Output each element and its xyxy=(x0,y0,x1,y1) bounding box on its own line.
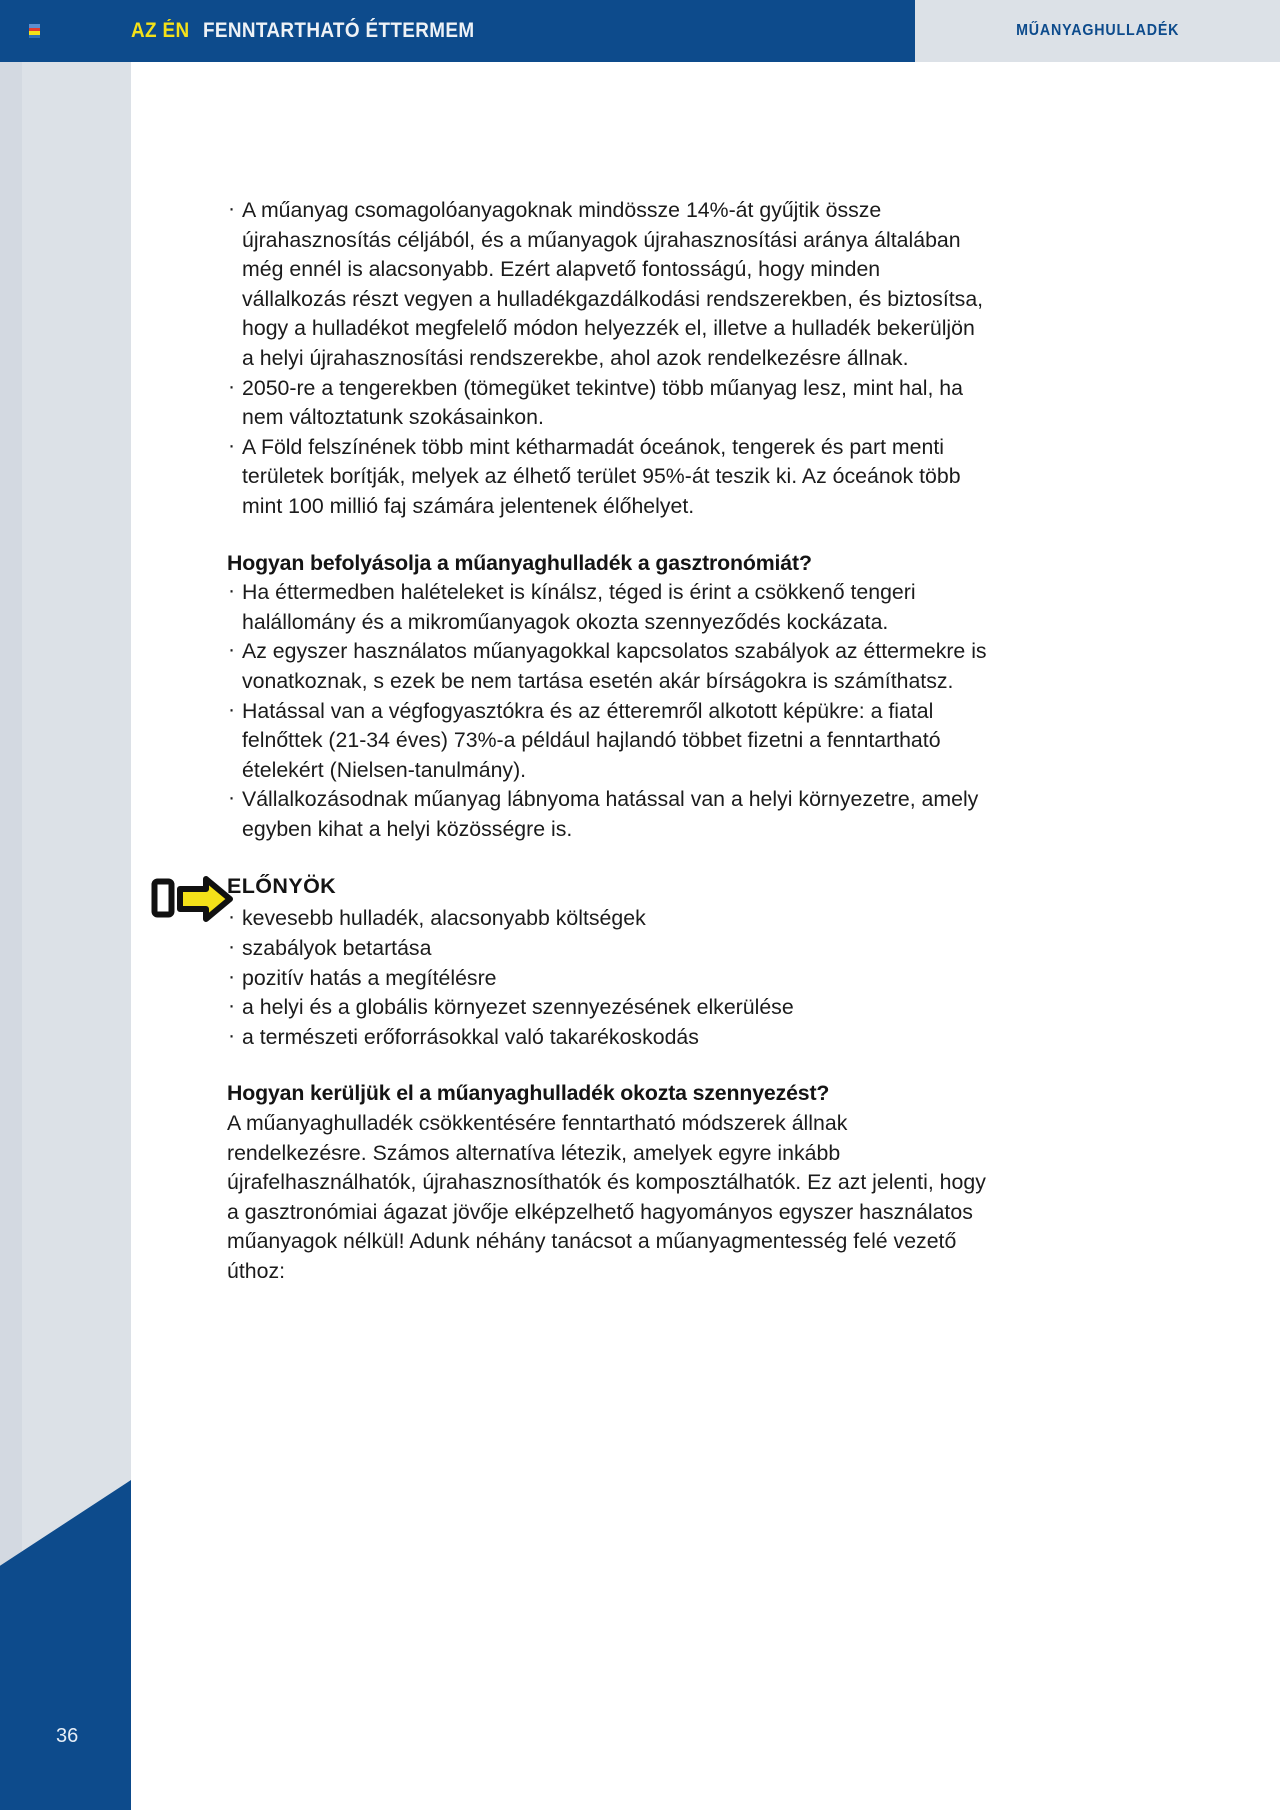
page-title-main: FENNTARTHATÓ ÉTTERMEM xyxy=(203,19,475,42)
left-margin-edge xyxy=(0,0,22,1810)
intro-bullet-list xyxy=(227,196,987,522)
list-item: · kevesebb hulladék, alacsonyabb költségek xyxy=(227,904,990,934)
list-item: · Vállalkozásodnak műanyag lábnyoma hatással van a helyi környezetre, amely egyben kihat a helyi közösségre is. xyxy=(227,785,987,844)
main-text-column xyxy=(227,196,987,1287)
list-item: · szabályok betartása xyxy=(227,934,990,964)
spacer xyxy=(227,522,987,549)
page-title xyxy=(131,0,505,62)
gastronomy-bullet-list xyxy=(227,578,987,844)
page-title-accent: AZ ÉN xyxy=(131,19,190,42)
closing-heading: Hogyan kerüljük el a műanyaghulladék okozta szennyezést? xyxy=(227,1081,830,1106)
list-item: · Az egyszer használatos műanyagokkal kapcsolatos szabályok az éttermekre is vonatkoznak, s ezek be nem tartása esetén akár bírságokra is számíthatsz. xyxy=(227,637,987,696)
page-header xyxy=(0,0,1280,62)
spacer xyxy=(227,1052,987,1079)
closing-paragraph: A műanyaghulladék csökkentésére fenntartható módszerek állnak rendelkezésre. Számos alternatíva létezik, amelyek egyre inkább újrafelhasználhatók, újrahasznosíthatók és komposztálhatók. Ez azt jelenti, hogy a gasztronómiai ágazat jövője elképzelhető hagyományos egyszer használatos műanyagok nélkül! Adunk néhány tanácsot a műanyagmentesség felé vezető úthoz: xyxy=(227,1111,986,1283)
chapter-badge-label: MŰANYAGHULLADÉK xyxy=(1015,22,1180,39)
advantages-title: ELŐNYÖK xyxy=(227,874,337,899)
list-item: · A műanyag csomagolóanyagoknak mindössze 14%-át gyűjtik össze újrahasznosítás céljából, és a műanyagok újrahasznosítási aránya általában még ennél is alacsonyabb. Ezért alapvető fontosságú, hogy minden vállalkozás részt vegyen a hulladékgazdálkodási rendszerekben, és biztosítsa, hogy a hulladékot megfelelő módon helyezzék el, illetve a hulladék bekerüljön a helyi újrahasznosítási rendszerekbe, ahol azok rendelkezésre állnak. xyxy=(227,196,987,374)
spacer xyxy=(227,844,987,871)
list-item: · pozitív hatás a megítélésre xyxy=(227,964,990,994)
list-item: · a természeti erőforrásokkal való takarékoskodás xyxy=(227,1023,990,1053)
page-number: 36 xyxy=(56,1725,79,1747)
advantages-body xyxy=(227,871,990,1052)
gastronomy-heading: Hogyan befolyásolja a műanyaghulladék a gasztronómiát? xyxy=(227,550,812,575)
list-item: · Ha éttermedben halételeket is kínálsz, téged is érint a csökkenő tengeri halállomány és a mikroműanyagok okozta szennyeződés kockázata. xyxy=(227,578,987,637)
list-item: · 2050-re a tengerekben (tömegüket tekintve) több műanyag lesz, mint hal, ha nem változtatunk szokásainkon. xyxy=(227,374,987,433)
advantages-list xyxy=(227,904,990,1052)
yellow-arrow-right-icon xyxy=(150,874,236,924)
list-item: · A Föld felszínének több mint kétharmadát óceánok, tengerek és part menti területek borítják, melyek az élhető terület 95%-át teszik ki. Az óceánok több mint 100 millió faj számára jelentenek élőhelyet. xyxy=(227,433,987,522)
list-item: · Hatással van a végfogyasztókra és az étteremről alkotott képükre: a fiatal felnőttek (21-34 éves) 73%-a például hajlandó többet fizetni a fenntartható ételekért (Nielsen-tanulmány). xyxy=(227,697,987,786)
advantages-callout xyxy=(150,871,990,1052)
chapter-badge xyxy=(915,0,1280,62)
list-item: · a helyi és a globális környezet szennyezésének elkerülése xyxy=(227,993,990,1023)
logo-color-chip-icon xyxy=(29,24,40,38)
